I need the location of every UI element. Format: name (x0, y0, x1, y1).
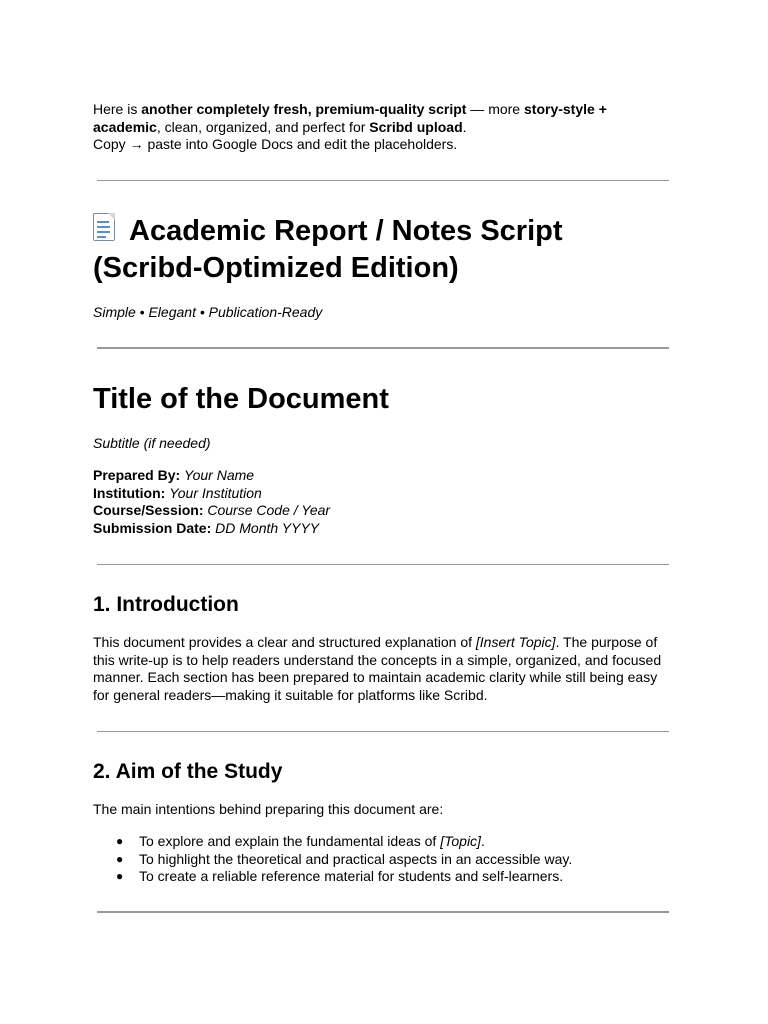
introduction-paragraph: This document provides a clear and structured explanation of [Insert Topic]. The purpose of this write-up is to help readers understand the concepts in a simple, organized, and focused manner. Each section has been prepared to maintain academic clarity while still being easy for general readers—making it suitable for platforms like Scribd. (93, 634, 662, 703)
list-item: ● To create a reliable reference material for students and self-learners. (116, 868, 564, 884)
list-item: ● To highlight the theoretical and practical aspects in an accessible way. (116, 850, 573, 867)
header-title: Academic Report / Notes Script (93, 213, 693, 250)
section-heading-introduction: 1. Introduction (93, 593, 239, 616)
title-fields (93, 467, 330, 537)
document-subtitle: Subtitle (if needed) (93, 435, 211, 451)
divider (97, 347, 669, 349)
list-item: ● To explore and explain the fundamental ideas of [Topic]. (116, 833, 485, 849)
document-page-icon (93, 213, 117, 243)
aim-lead: The main intentions behind preparing this document are: (93, 801, 444, 817)
divider (97, 731, 669, 732)
intro-note-line-2: Copy → paste into Google Docs and edit the placeholders. (93, 136, 458, 152)
bullet-icon: ● (116, 834, 124, 848)
aim-list (93, 833, 673, 886)
divider (97, 911, 669, 913)
field-prepared-by: Prepared By: Your Name (93, 467, 255, 483)
intro-note (93, 101, 673, 154)
intro-note-line-1: Here is another completely fresh, premium-quality script — more story-style + academic, clean, organized, and perfect for Scribd upload. (93, 101, 607, 135)
field-course-session: Course/Session: Course Code / Year (93, 502, 331, 518)
document-header (93, 213, 693, 287)
section-heading-aim: 2. Aim of the Study (93, 760, 283, 783)
header-tagline: Simple • Elegant • Publication-Ready (93, 304, 323, 320)
bullet-icon: ● (116, 851, 124, 866)
field-institution: Institution: Your Institution (93, 484, 262, 501)
header-title-line-2: (Scribd-Optimized Edition) (93, 252, 459, 284)
divider (97, 180, 669, 181)
divider (97, 564, 669, 565)
field-submission-date: Submission Date: DD Month YYYY (93, 519, 320, 536)
bullet-icon: ● (116, 869, 124, 883)
document-title: Title of the Document (93, 383, 389, 415)
